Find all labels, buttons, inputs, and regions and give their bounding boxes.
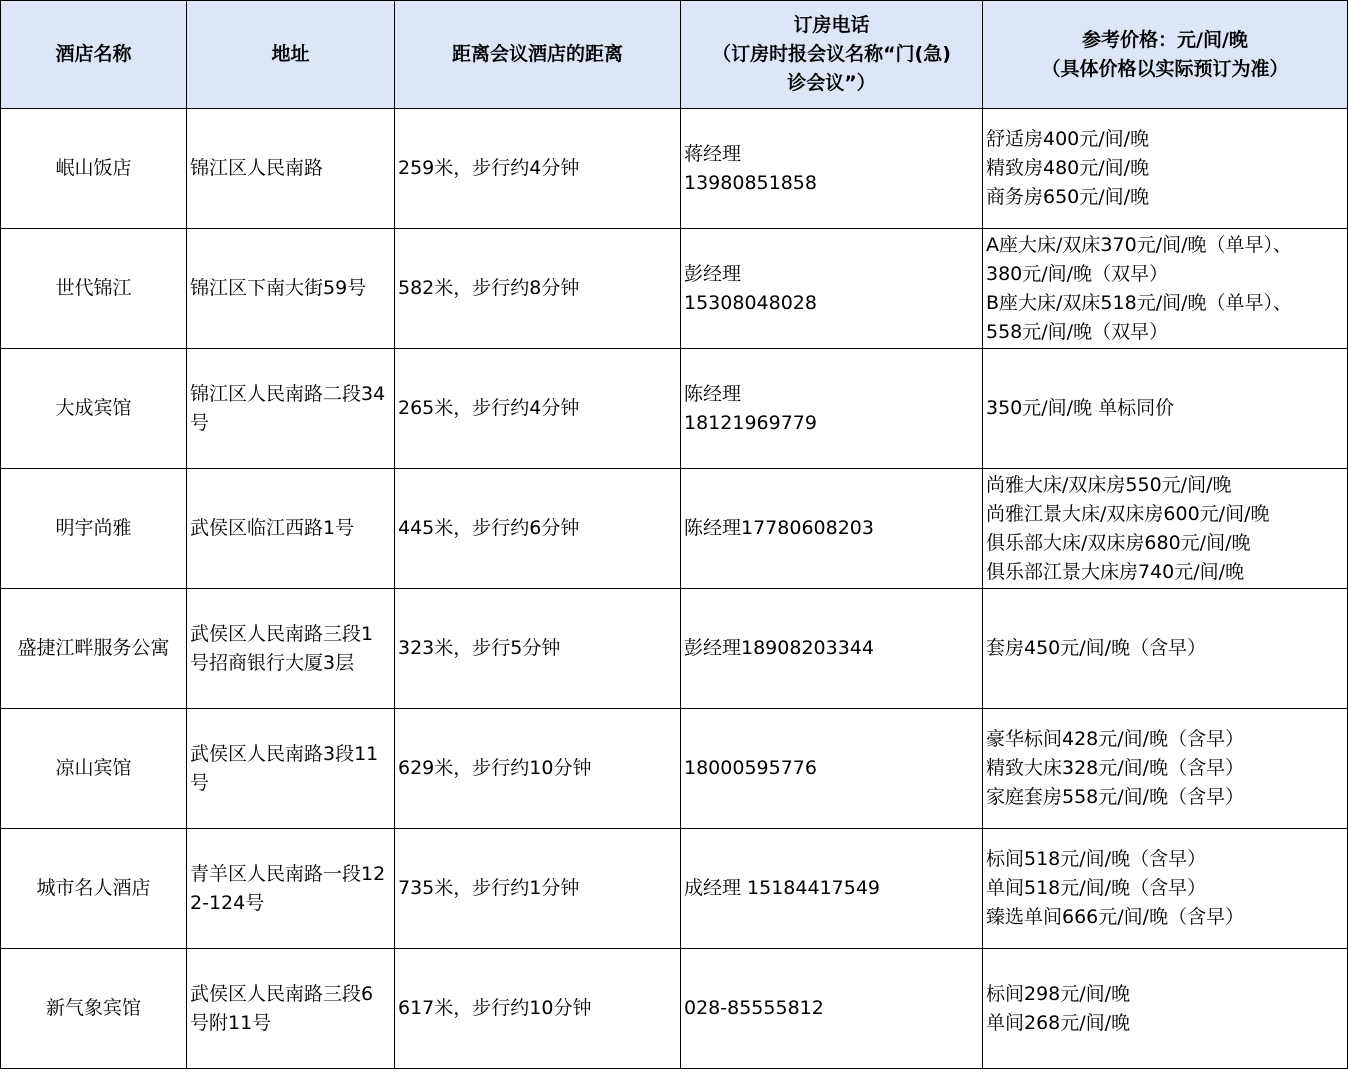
hotel-name: 城市名人酒店: [1, 829, 187, 949]
table-row: [1, 109, 1348, 229]
hotel-name: 大成宾馆: [1, 349, 187, 469]
table-row: [1, 709, 1348, 829]
hotel-address: 武侯区临江西路1号: [187, 469, 395, 589]
hotel-address: 锦江区下南大街59号: [187, 229, 395, 349]
header-price: 参考价格：元/间/晚 （具体价格以实际预订为准）: [983, 1, 1348, 109]
hotel-distance: 323米，步行5分钟: [395, 589, 681, 709]
hotel-distance: 629米，步行约10分钟: [395, 709, 681, 829]
hotel-phone: 成经理 15184417549: [681, 829, 983, 949]
hotel-name: 明宇尚雅: [1, 469, 187, 589]
header-distance: 距离会议酒店的距离: [395, 1, 681, 109]
hotel-price: 舒适房400元/间/晚 精致房480元/间/晚 商务房650元/间/晚: [983, 109, 1348, 229]
hotel-phone: 彭经理 15308048028: [681, 229, 983, 349]
hotel-phone: 18000595776: [681, 709, 983, 829]
hotel-name: 世代锦江: [1, 229, 187, 349]
hotel-name: 岷山饭店: [1, 109, 187, 229]
table-row: [1, 829, 1348, 949]
hotel-address: 青羊区人民南路一段122-124号: [187, 829, 395, 949]
table-row: [1, 469, 1348, 589]
hotel-distance: 259米，步行约4分钟: [395, 109, 681, 229]
table-row: [1, 229, 1348, 349]
hotel-distance: 445米，步行约6分钟: [395, 469, 681, 589]
table-row: [1, 589, 1348, 709]
hotel-price: 350元/间/晚 单标同价: [983, 349, 1348, 469]
hotel-address: 武侯区人民南路三段6号附11号: [187, 949, 395, 1069]
header-hotel-name: 酒店名称: [1, 1, 187, 109]
hotel-price: 尚雅大床/双床房550元/间/晚 尚雅江景大床/双床房600元/间/晚 俱乐部大床/双床房680元/间/晚 俱乐部江景大床房740元/间/晚: [983, 469, 1348, 589]
hotel-name: 凉山宾馆: [1, 709, 187, 829]
hotel-distance: 582米，步行约8分钟: [395, 229, 681, 349]
hotel-price: A座大床/双床370元/间/晚（单早）、 380元/间/晚（双早） B座大床/双床518元/间/晚（单早）、 558元/间/晚（双早）: [983, 229, 1348, 349]
hotel-phone: 蒋经理 13980851858: [681, 109, 983, 229]
hotel-price: 套房450元/间/晚（含早）: [983, 589, 1348, 709]
hotel-price: 豪华标间428元/间/晚（含早） 精致大床328元/间/晚（含早） 家庭套房558元/间/晚（含早）: [983, 709, 1348, 829]
header-address: 地址: [187, 1, 395, 109]
hotel-name: 盛捷江畔服务公寓: [1, 589, 187, 709]
hotel-name: 新气象宾馆: [1, 949, 187, 1069]
table-row: [1, 349, 1348, 469]
hotel-distance: 265米，步行约4分钟: [395, 349, 681, 469]
hotel-phone: 陈经理 18121969779: [681, 349, 983, 469]
hotel-phone: 028-85555812: [681, 949, 983, 1069]
header-row: [1, 1, 1348, 109]
hotel-distance: 735米，步行约1分钟: [395, 829, 681, 949]
hotel-distance: 617米，步行约10分钟: [395, 949, 681, 1069]
hotel-price: 标间298元/间/晚 单间268元/间/晚: [983, 949, 1348, 1069]
hotel-address: 锦江区人民南路: [187, 109, 395, 229]
hotel-address: 武侯区人民南路三段1号招商银行大厦3层: [187, 589, 395, 709]
hotel-phone: 彭经理18908203344: [681, 589, 983, 709]
hotel-phone: 陈经理17780608203: [681, 469, 983, 589]
hotel-address: 武侯区人民南路3段11号: [187, 709, 395, 829]
hotel-address: 锦江区人民南路二段34号: [187, 349, 395, 469]
header-phone: 订房电话 （订房时报会议名称“门(急) 诊会议”）: [681, 1, 983, 109]
table-row: [1, 949, 1348, 1069]
hotel-price: 标间518元/间/晚（含早） 单间518元/间/晚（含早） 臻选单间666元/间/晚（含早）: [983, 829, 1348, 949]
